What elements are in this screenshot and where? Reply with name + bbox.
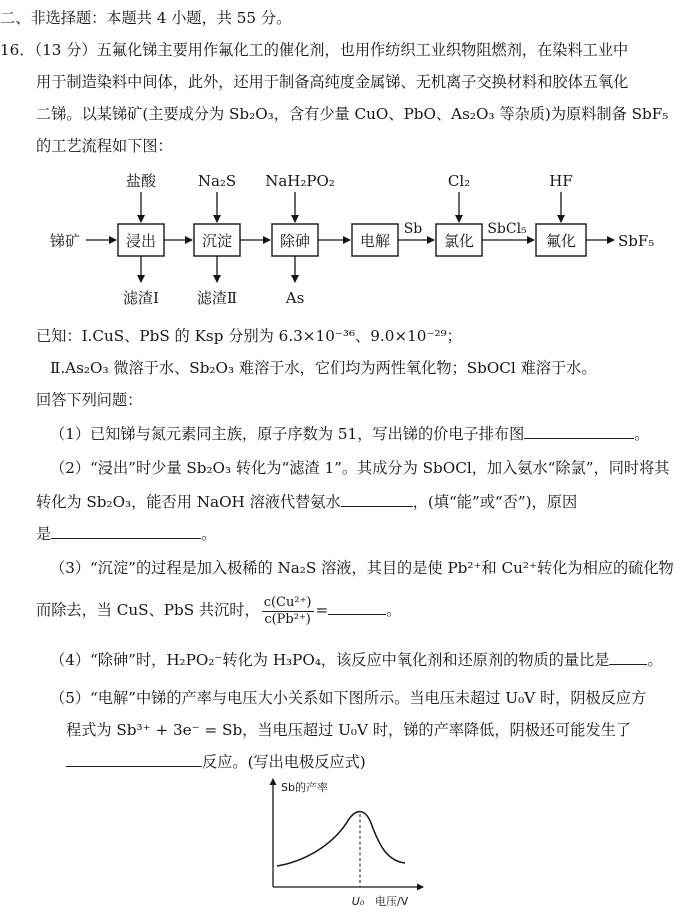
- question-2-line-2: [36, 490, 577, 514]
- answer-blank-q4[interactable]: [609, 650, 647, 665]
- flow-step-fluorination: 氟化: [545, 232, 577, 250]
- question-5-line-1: （5）“电解”中锑的产率与电压大小关系如下图所示。当电压未超过 U₀V 时，阴极反应方: [50, 689, 647, 707]
- chart-x-tick-u0: U₀: [351, 895, 365, 908]
- question-1: [50, 422, 649, 446]
- question-3-end: 。: [386, 601, 402, 619]
- answer-blank-q1[interactable]: [524, 424, 634, 439]
- question-5-line-3: [66, 750, 366, 774]
- flow-step-precipitation: 沉淀: [201, 232, 233, 250]
- question-2-text-b: ，(填“能”或“否”)，原因: [412, 493, 578, 511]
- flow-step-leaching: 浸出: [125, 232, 157, 250]
- chart-x-label: 电压/V: [375, 895, 409, 908]
- concentration-ratio-fraction: [262, 595, 314, 628]
- flow-link-sbcl5: SbCl₅: [487, 221, 527, 237]
- known-line-2: Ⅱ.As₂O₃ 微溶于水、Sb₂O₃ 难溶于水，它们均为两性氧化物；SbOCl 难溶于水。: [50, 359, 597, 377]
- flow-input-na2s: Na₂S: [197, 172, 237, 190]
- fraction-denominator: c(Pb²⁺): [264, 611, 311, 627]
- question-2-line-1: （2）“浸出”时少量 Sb₂O₃ 转化为“滤渣 1”。其成分为 SbOCl，加入氨水“除氯”，同时将其: [50, 459, 670, 477]
- problem-number: 16．: [0, 41, 35, 59]
- problem-intro-line-1: [0, 38, 628, 62]
- question-4: [50, 648, 663, 672]
- answer-blank-q5[interactable]: [66, 752, 202, 767]
- flow-output-residue-2: 滤渣Ⅱ: [196, 289, 238, 307]
- chart-y-label: Sb的产率: [281, 781, 328, 794]
- flow-end-label: SbF₅: [618, 232, 655, 250]
- answer-blank-q2-reason[interactable]: [51, 524, 201, 539]
- flow-input-nah2po2: NaH₂PO₂: [265, 172, 335, 190]
- question-5-line-2: 程式为 Sb³⁺ + 3e⁻ = Sb，当电压超过 U₀V 时，锑的产率降低，阴极还可能发生了: [66, 721, 632, 739]
- flow-step-arsenic-removal: 除砷: [279, 232, 311, 250]
- question-3-line-2: [36, 592, 401, 628]
- flow-step-chlorination: 氯化: [443, 232, 475, 250]
- question-4-text: （4）“除砷”时，H₂PO₂⁻转化为 H₃PO₄，该反应中氧化剂和还原剂的物质的量比是: [50, 651, 610, 669]
- question-2-text-c: 是: [36, 525, 52, 543]
- flow-output-arsenic: As: [285, 289, 305, 307]
- answer-blank-q3[interactable]: [328, 600, 386, 615]
- question-4-end: 。: [647, 651, 663, 669]
- question-2-end: 。: [201, 525, 217, 543]
- flow-input-hf: HF: [549, 172, 573, 190]
- question-5-text-c: 反应。(写出电极反应式): [202, 753, 366, 771]
- problem-intro-line-2: 用于制造染料中间体，此外，还用于制备高纯度金属锑、无机离子交换材料和胶体五氧化: [36, 73, 629, 91]
- question-1-end: 。: [634, 425, 650, 443]
- section-heading: 二、非选择题：本题共 4 小题，共 55 分。: [0, 9, 292, 27]
- sb-yield-voltage-chart: [255, 773, 425, 909]
- question-3-text-a: 而除去，当 CuS、PbS 共沉时，: [36, 601, 260, 619]
- question-2-line-3: [36, 522, 216, 546]
- problem-points: （13 分）: [34, 41, 97, 59]
- question-3-line-1: （3）“沉淀”的过程是加入极稀的 Na₂S 溶液，其目的是使 Pb²⁺和 Cu²⁺转化为相应的硫化物: [50, 559, 674, 577]
- question-3-equals: =: [315, 601, 329, 619]
- flow-output-residue-1: 滤渣Ⅰ: [123, 289, 159, 307]
- answer-blank-q2-yesno[interactable]: [341, 492, 413, 507]
- answer-prompt: 回答下列问题：: [36, 391, 143, 409]
- question-2-text-a: 转化为 Sb₂O₃，能否用 NaOH 溶液代替氨水: [36, 493, 341, 511]
- flow-step-electrolysis: 电解: [359, 232, 391, 250]
- flow-input-cl2: Cl₂: [447, 172, 471, 190]
- fraction-numerator: c(Cu²⁺): [263, 594, 312, 610]
- flow-link-sb: Sb: [403, 221, 423, 237]
- question-1-text: （1）已知锑与氮元素同主族，原子序数为 51，写出锑的价电子排布图: [50, 425, 525, 443]
- chart-series-line: [277, 812, 405, 866]
- flow-start-label: 锑矿: [50, 232, 81, 250]
- problem-intro-line-3: 二锑。以某锑矿(主要成分为 Sb₂O₃，含有少量 CuO、PbO、As₂O₃ 等杂质)为原料制备 SbF₅: [36, 105, 669, 123]
- problem-intro-text: 五氟化锑主要用作氟化工的催化剂，也用作纺织工业织物阻燃剂，在染料工业中: [96, 41, 629, 59]
- known-line-1: 已知：Ⅰ.CuS、PbS 的 Ksp 分别为 6.3×10⁻³⁶、9.0×10⁻²⁹；: [36, 327, 462, 345]
- process-flow-diagram: [0, 160, 692, 312]
- problem-intro-line-4: 的工艺流程如下图：: [36, 137, 173, 155]
- flow-input-hcl: 盐酸: [125, 172, 157, 190]
